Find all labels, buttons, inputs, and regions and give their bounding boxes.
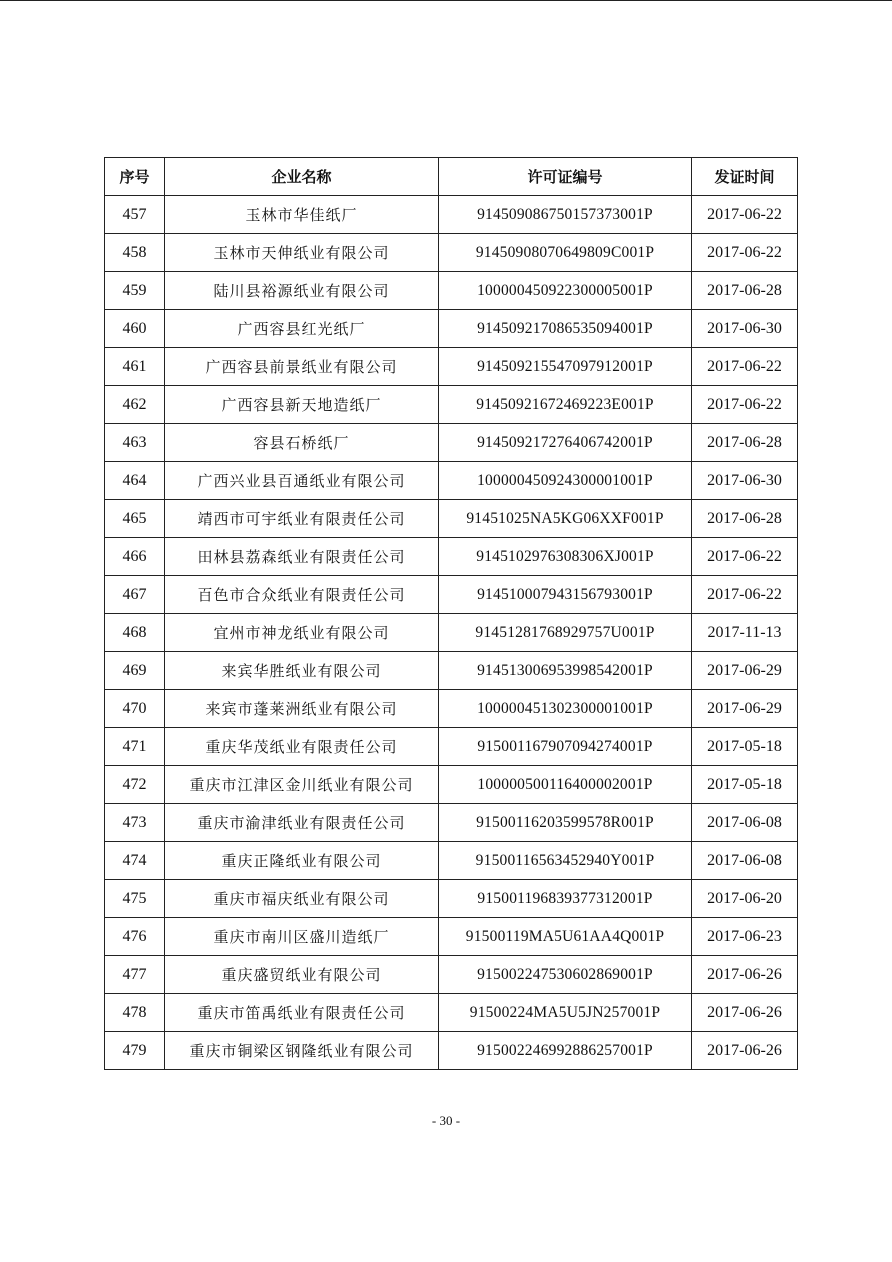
row-company-name: 重庆市笛禹纸业有限责任公司 [165,994,439,1032]
row-company-name: 广西容县新天地造纸厂 [165,386,439,424]
row-company-name: 重庆市渝津纸业有限责任公司 [165,804,439,842]
table-row [105,348,798,386]
row-serial-number: 472 [105,766,165,804]
row-issue-date: 2017-06-22 [692,538,798,576]
row-issue-date: 2017-06-26 [692,956,798,994]
row-license-number: 915001167907094274001P [439,728,692,766]
table-row [105,462,798,500]
page-number: - 30 - [431,1113,461,1128]
row-serial-number: 479 [105,1032,165,1070]
row-issue-date: 2017-06-08 [692,842,798,880]
row-company-name: 宜州市神龙纸业有限公司 [165,614,439,652]
row-serial-number: 464 [105,462,165,500]
row-issue-date: 2017-06-29 [692,652,798,690]
row-license-number: 100000450922300005001P [439,272,692,310]
row-serial-number: 466 [105,538,165,576]
row-license-number: 91450921672469223E001P [439,386,692,424]
row-license-number: 914509217086535094001P [439,310,692,348]
header-license-number: 许可证编号 [439,158,692,196]
row-company-name: 重庆市南川区盛川造纸厂 [165,918,439,956]
table-row [105,576,798,614]
row-serial-number: 473 [105,804,165,842]
row-serial-number: 474 [105,842,165,880]
row-company-name: 广西容县红光纸厂 [165,310,439,348]
row-issue-date: 2017-06-26 [692,994,798,1032]
header-issue-date: 发证时间 [692,158,798,196]
row-company-name: 靖西市可宇纸业有限责任公司 [165,500,439,538]
table-row [105,804,798,842]
permit-table [104,157,798,1070]
table-row [105,500,798,538]
row-license-number: 91500224MA5U5JN257001P [439,994,692,1032]
row-license-number: 100000500116400002001P [439,766,692,804]
row-issue-date: 2017-06-26 [692,1032,798,1070]
row-company-name: 来宾市蓬莱洲纸业有限公司 [165,690,439,728]
row-license-number: 100000450924300001001P [439,462,692,500]
row-serial-number: 460 [105,310,165,348]
row-license-number: 915002247530602869001P [439,956,692,994]
row-license-number: 914509086750157373001P [439,196,692,234]
row-issue-date: 2017-05-18 [692,728,798,766]
table-row [105,728,798,766]
table-row [105,424,798,462]
row-company-name: 重庆正隆纸业有限公司 [165,842,439,880]
row-issue-date: 2017-06-28 [692,500,798,538]
table-row [105,272,798,310]
top-rule [0,0,892,1]
row-issue-date: 2017-11-13 [692,614,798,652]
table-row [105,690,798,728]
header-company-name: 企业名称 [165,158,439,196]
row-serial-number: 468 [105,614,165,652]
row-issue-date: 2017-06-22 [692,196,798,234]
row-serial-number: 465 [105,500,165,538]
table-row [105,538,798,576]
permit-table-body [105,196,798,1070]
row-license-number: 915002246992886257001P [439,1032,692,1070]
row-company-name: 重庆市福庆纸业有限公司 [165,880,439,918]
row-license-number: 91500116563452940Y001P [439,842,692,880]
row-license-number: 914510007943156793001P [439,576,692,614]
row-issue-date: 2017-06-28 [692,272,798,310]
table-row [105,842,798,880]
row-serial-number: 462 [105,386,165,424]
row-issue-date: 2017-06-30 [692,310,798,348]
row-serial-number: 469 [105,652,165,690]
row-company-name: 重庆华茂纸业有限责任公司 [165,728,439,766]
row-serial-number: 475 [105,880,165,918]
row-issue-date: 2017-06-08 [692,804,798,842]
row-company-name: 来宾华胜纸业有限公司 [165,652,439,690]
row-issue-date: 2017-06-22 [692,386,798,424]
row-issue-date: 2017-06-22 [692,234,798,272]
table-row [105,196,798,234]
row-serial-number: 471 [105,728,165,766]
header-serial-number: 序号 [105,158,165,196]
table-row [105,918,798,956]
row-serial-number: 457 [105,196,165,234]
row-issue-date: 2017-06-22 [692,348,798,386]
row-company-name: 重庆市铜梁区钢隆纸业有限公司 [165,1032,439,1070]
row-license-number: 91451281768929757U001P [439,614,692,652]
row-issue-date: 2017-06-28 [692,424,798,462]
row-company-name: 田林县荔森纸业有限责任公司 [165,538,439,576]
row-serial-number: 461 [105,348,165,386]
table-row [105,766,798,804]
row-serial-number: 478 [105,994,165,1032]
row-company-name: 广西兴业县百通纸业有限公司 [165,462,439,500]
row-serial-number: 458 [105,234,165,272]
row-license-number: 914513006953998542001P [439,652,692,690]
row-license-number: 915001196839377312001P [439,880,692,918]
row-company-name: 重庆盛贸纸业有限公司 [165,956,439,994]
table-row [105,994,798,1032]
row-company-name: 容县石桥纸厂 [165,424,439,462]
row-serial-number: 463 [105,424,165,462]
row-license-number: 91450908070649809C001P [439,234,692,272]
permit-table-head [105,158,798,196]
row-license-number: 100000451302300001001P [439,690,692,728]
table-row [105,234,798,272]
row-company-name: 陆川县裕源纸业有限公司 [165,272,439,310]
table-row [105,386,798,424]
table-row [105,880,798,918]
row-company-name: 玉林市华佳纸厂 [165,196,439,234]
table-row [105,310,798,348]
table-row [105,1032,798,1070]
row-serial-number: 459 [105,272,165,310]
row-issue-date: 2017-06-20 [692,880,798,918]
row-company-name: 广西容县前景纸业有限公司 [165,348,439,386]
row-issue-date: 2017-05-18 [692,766,798,804]
header-row [105,158,798,196]
row-license-number: 91500119MA5U61AA4Q001P [439,918,692,956]
row-company-name: 百色市合众纸业有限责任公司 [165,576,439,614]
table-row [105,652,798,690]
row-license-number: 914509217276406742001P [439,424,692,462]
row-license-number: 91451025NA5KG06XXF001P [439,500,692,538]
row-license-number: 914509215547097912001P [439,348,692,386]
row-license-number: 9145102976308306XJ001P [439,538,692,576]
row-serial-number: 477 [105,956,165,994]
row-license-number: 91500116203599578R001P [439,804,692,842]
table-row [105,956,798,994]
row-company-name: 重庆市江津区金川纸业有限公司 [165,766,439,804]
row-issue-date: 2017-06-30 [692,462,798,500]
row-issue-date: 2017-06-29 [692,690,798,728]
row-company-name: 玉林市天伸纸业有限公司 [165,234,439,272]
row-issue-date: 2017-06-22 [692,576,798,614]
row-serial-number: 467 [105,576,165,614]
row-serial-number: 470 [105,690,165,728]
row-issue-date: 2017-06-23 [692,918,798,956]
row-serial-number: 476 [105,918,165,956]
table-row [105,614,798,652]
